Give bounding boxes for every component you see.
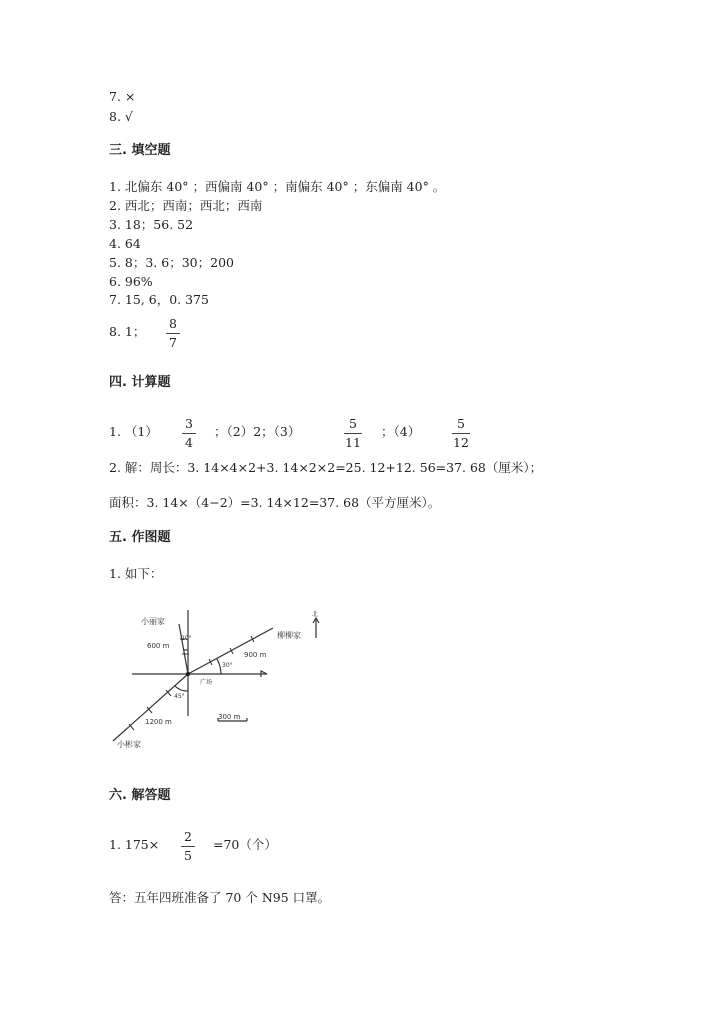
- fill-answer-1: 1. 北偏东 40° ；西偏南 40° ；南偏东 40° ；东偏南 40° 。: [109, 179, 446, 194]
- fill-answer-2: 2. 西北；西南；西北；西南: [109, 198, 263, 213]
- calc-answer-2-perimeter: 2. 解：周长：3. 14×4×2+3. 14×2×2=25. 12+12. 56=37. 68（厘米）；: [109, 460, 543, 475]
- calc-answer-2-area: 面积：3. 14×（4−2）=3. 14×12=37. 68（平方厘米）。: [109, 495, 441, 510]
- angle-arc-30: [217, 659, 221, 674]
- fraction-5-11: $\frac{5}{11}$: [345, 416, 361, 450]
- fraction-3-4: $\frac{3}{4}$: [182, 416, 196, 450]
- section-title-fill: 三. 填空题: [109, 143, 171, 158]
- label-distance-1200: 1200 m: [145, 718, 172, 726]
- calc-answer-1-part1: 1. （1）: [109, 424, 158, 439]
- label-angle-30: 30°: [222, 662, 233, 669]
- label-xiaobin: 小彬家: [117, 740, 141, 749]
- calc-answer-1-part3: ；（4）: [381, 424, 421, 439]
- drawing-answer-1: 1. 如下：: [109, 566, 163, 581]
- square-point: [186, 672, 190, 676]
- fill-answer-4: 4. 64: [109, 236, 141, 251]
- path-to-xiaobin: [113, 674, 188, 741]
- judge-item-7: 7. ×: [109, 89, 136, 104]
- direction-map-diagram: [105, 606, 335, 754]
- fraction-8-7: $\frac{8}{7}$: [166, 316, 180, 350]
- label-angle-45: 45°: [174, 693, 185, 700]
- label-liuliu: 柳柳家: [277, 631, 301, 640]
- section-title-drawing: 五. 作图题: [109, 530, 171, 545]
- label-square: 广场: [200, 679, 213, 686]
- label-north: 北: [312, 611, 319, 618]
- label-scale: 300 m: [218, 713, 241, 721]
- calc-answer-1-part2: ；（2）2；（3）: [214, 424, 301, 439]
- fill-answer-6: 6. 96%: [109, 274, 153, 289]
- judge-item-8: 8. √: [109, 109, 133, 124]
- section-title-calc: 四. 计算题: [109, 375, 171, 390]
- solve-answer-1-prefix: 1. 175×: [109, 837, 160, 852]
- solve-answer-1-suffix: =70（个）: [213, 837, 277, 852]
- fill-answer-7: 7. 15, 6，0. 375: [109, 292, 209, 307]
- label-angle-20: 20°: [181, 635, 192, 642]
- fraction-2-5: $\frac{2}{5}$: [181, 829, 195, 863]
- path-to-xiaoli: [179, 624, 188, 674]
- fill-answer-3: 3. 18；56. 52: [109, 217, 194, 232]
- solve-final-answer: 答：五年四班准备了 70 个 N95 口罩。: [109, 890, 331, 905]
- label-xiaoli: 小丽家: [141, 617, 165, 626]
- angle-arc-45: [175, 686, 188, 691]
- label-distance-900: 900 m: [244, 651, 267, 659]
- fill-answer-8: 8. 1；: [109, 324, 146, 339]
- label-distance-600: 600 m: [147, 642, 170, 650]
- section-title-solve: 六. 解答题: [109, 788, 171, 803]
- fraction-5-12: $\frac{5}{12}$: [453, 416, 469, 450]
- fill-answer-5: 5. 8；3. 6；30；200: [109, 255, 234, 270]
